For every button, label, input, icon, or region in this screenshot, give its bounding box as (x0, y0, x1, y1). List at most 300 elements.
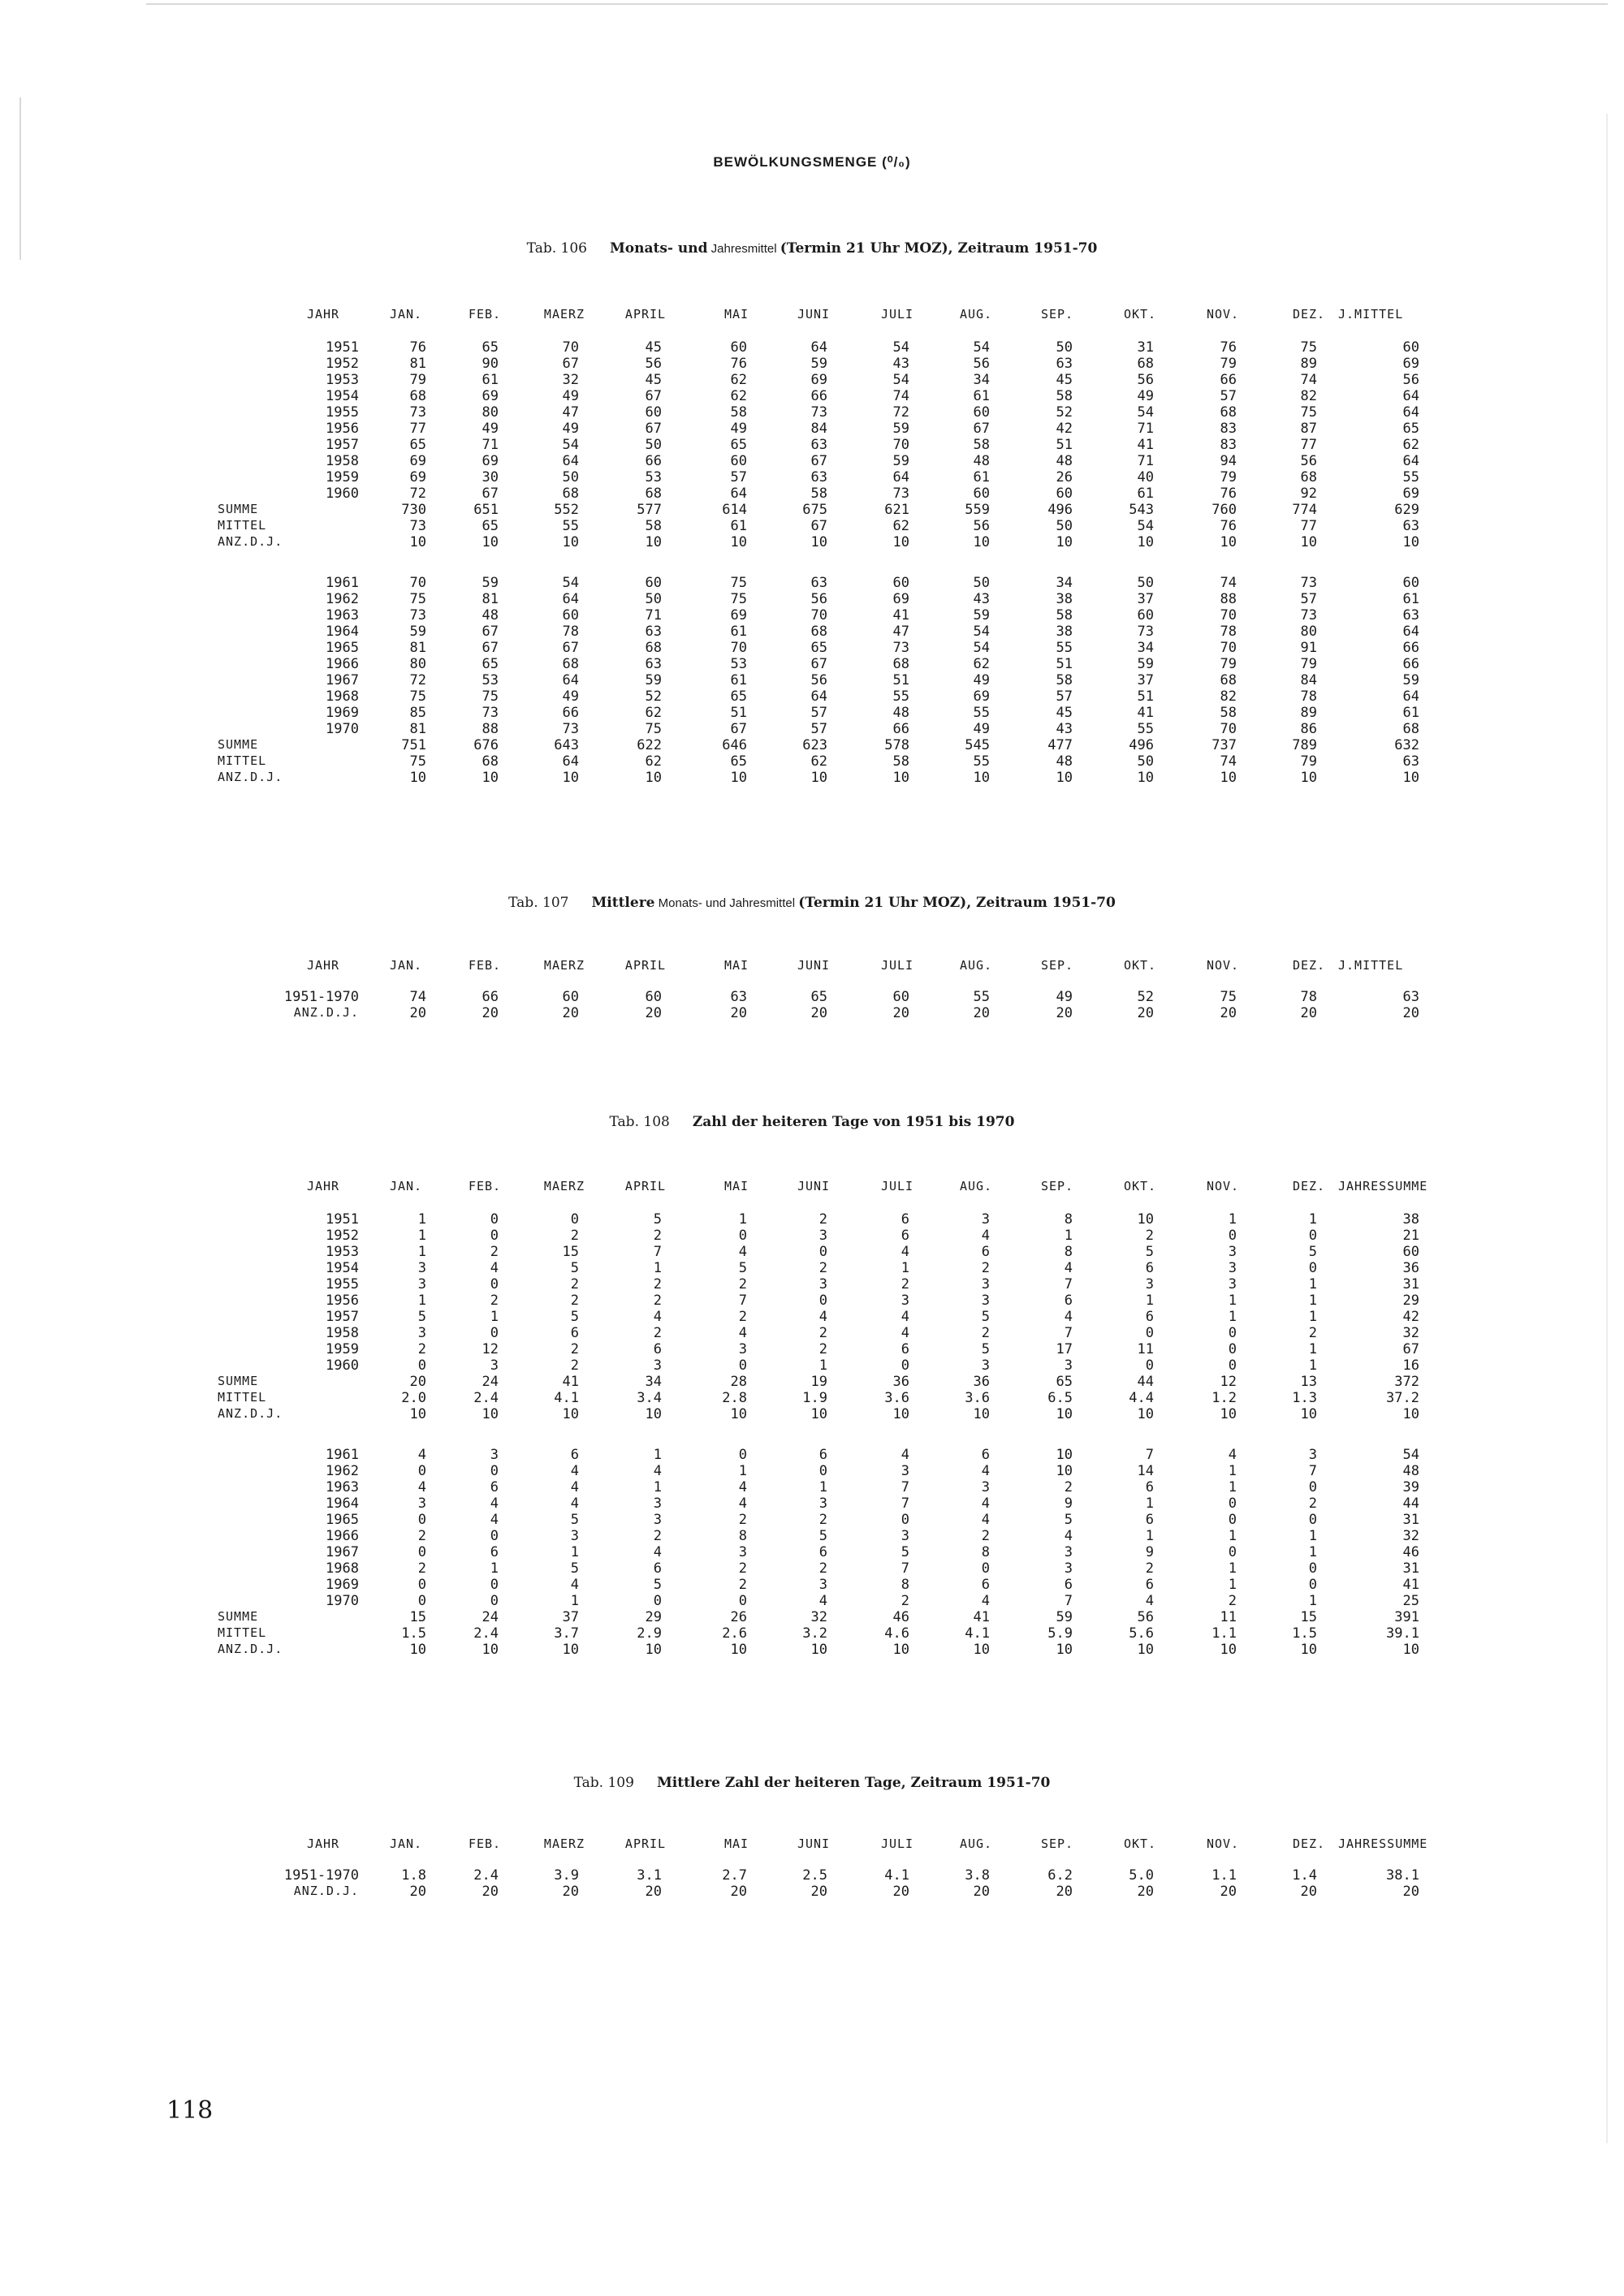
table-cell: 10 (730, 1642, 747, 1658)
table-cell: 25 (1402, 1593, 1419, 1609)
table-cell: 20 (1056, 1884, 1073, 1900)
table-cell: 1 (1145, 1528, 1154, 1544)
row-year: 1960 (326, 486, 359, 502)
table-cell: 545 (965, 737, 990, 753)
table-cell: 3 (818, 1577, 827, 1593)
column-header: SEP. (1040, 1179, 1074, 1193)
table-cell: 20 (409, 1374, 426, 1390)
table-cell: 20 (1402, 1884, 1419, 1900)
table-cell: 10 (1056, 1463, 1073, 1479)
table-cell: 67 (645, 421, 662, 437)
table-cell: 54 (562, 437, 579, 453)
table-cell: 31 (1402, 1512, 1419, 1528)
table-cell: 3 (653, 1512, 662, 1528)
scan-edge-left (19, 97, 21, 260)
table-cell: 3.2 (802, 1625, 827, 1642)
table-cell: 60 (1402, 575, 1419, 591)
table-cell: 43 (973, 591, 990, 607)
table-cell: 45 (645, 372, 662, 388)
table-cell: 67 (973, 421, 990, 437)
table-cell: 2 (653, 1228, 662, 1244)
table-cell: 2.4 (473, 1625, 499, 1642)
table-cell: 7 (901, 1560, 909, 1577)
table-cell: 69 (482, 453, 499, 469)
row-label: SUMME (218, 1374, 259, 1388)
table-cell: 70 (409, 575, 426, 591)
table-cell: 8 (981, 1544, 990, 1560)
caption-bold-part: Zahl der heiteren Tage von 1951 bis 1970 (692, 1114, 1015, 1130)
table-cell: 73 (892, 486, 909, 502)
table-cell: 64 (562, 672, 579, 688)
table-cell: 1 (1308, 1357, 1317, 1374)
table-cell: 84 (810, 421, 827, 437)
table-cell: 65 (482, 656, 499, 672)
table-cell: 48 (973, 453, 990, 469)
table-cell: 43 (1056, 721, 1073, 737)
table-cell: 70 (1220, 640, 1237, 656)
table-cell: 8 (738, 1528, 747, 1544)
row-year: 1951-1970 (283, 989, 359, 1005)
table-cell: 3 (653, 1357, 662, 1374)
row-year: 1959 (326, 469, 359, 486)
table-cell: 3 (738, 1544, 747, 1560)
table-cell: 496 (1129, 737, 1154, 753)
table-cell: 66 (810, 388, 827, 404)
table-cell: 0 (1308, 1512, 1317, 1528)
column-header: AUG. (959, 307, 993, 322)
table-cell: 20 (730, 1884, 747, 1900)
table-cell: 4 (981, 1228, 990, 1244)
table-cell: 4 (570, 1463, 579, 1479)
table-cell: 88 (1220, 591, 1237, 607)
table-cell: 75 (409, 591, 426, 607)
table-cell: 0 (417, 1593, 426, 1609)
table-cell: 10 (645, 770, 662, 786)
row-label: SUMME (218, 737, 259, 752)
table-cell: 71 (482, 437, 499, 453)
table-cell: 2.8 (722, 1390, 747, 1406)
table-cell: 29 (645, 1609, 662, 1625)
table-cell: 614 (722, 502, 747, 518)
row-label: MITTEL (218, 753, 267, 768)
column-header: JAHR (306, 307, 340, 322)
table-cell: 4 (818, 1593, 827, 1609)
table-cell: 5 (570, 1260, 579, 1276)
table-cell: 3 (1064, 1560, 1073, 1577)
caption-bold-part: (Termin 21 Uhr MOZ), Zeitraum 1951-70 (798, 895, 1116, 911)
table-cell: 67 (482, 486, 499, 502)
table-cell: 2 (818, 1211, 827, 1228)
column-header: AUG. (959, 1179, 993, 1193)
table-cell: 41 (1402, 1577, 1419, 1593)
table-cell: 3 (981, 1293, 990, 1309)
column-header: JULI (880, 1179, 914, 1193)
column-header: DEZ. (1292, 1179, 1326, 1193)
table-cell: 10 (973, 534, 990, 550)
table-cell: 49 (562, 388, 579, 404)
table-cell: 4 (490, 1512, 499, 1528)
table-cell: 10 (1220, 1642, 1237, 1658)
table-cell: 58 (892, 753, 909, 770)
table-cell: 578 (884, 737, 909, 753)
table-cell: 3.1 (637, 1867, 662, 1884)
table-cell: 4.4 (1129, 1390, 1154, 1406)
column-header: MAI (723, 307, 749, 322)
table-cell: 68 (1220, 404, 1237, 421)
table-cell: 10 (973, 1642, 990, 1658)
table-cell: 5 (1064, 1512, 1073, 1528)
table-cell: 3 (1228, 1276, 1237, 1293)
table-cell: 65 (730, 753, 747, 770)
table-cell: 646 (722, 737, 747, 753)
table-cell: 90 (482, 356, 499, 372)
table-cell: 50 (1056, 518, 1073, 534)
row-year: ANZ.D.J. (293, 1005, 359, 1020)
table-cell: 6 (981, 1577, 990, 1593)
table-cell: 51 (1137, 688, 1154, 705)
table-cell: 59 (645, 672, 662, 688)
table-cell: 57 (1300, 591, 1317, 607)
table-cell: 20 (1056, 1005, 1073, 1021)
table-cell: 56 (1402, 372, 1419, 388)
table-cell: 60 (973, 404, 990, 421)
table-cell: 68 (409, 388, 426, 404)
table-cell: 64 (730, 486, 747, 502)
column-header: JAN. (389, 1836, 423, 1851)
table-cell: 49 (973, 721, 990, 737)
table-cell: 20 (482, 1005, 499, 1021)
table-cell: 676 (473, 737, 499, 753)
table-cell: 56 (973, 356, 990, 372)
table-cell: 20 (810, 1884, 827, 1900)
table-cell: 51 (730, 705, 747, 721)
table-cell: 69 (810, 372, 827, 388)
column-header: AUG. (959, 1836, 993, 1851)
row-year: 1957 (326, 437, 359, 453)
row-year: 1962 (326, 591, 359, 607)
column-header: APRIL (624, 307, 667, 322)
table-cell: 6 (981, 1244, 990, 1260)
table-cell: 52 (1137, 989, 1154, 1005)
row-year: 1958 (326, 453, 359, 469)
table-cell: 61 (973, 469, 990, 486)
table-cell: 2 (653, 1293, 662, 1309)
table-cell: 1 (1228, 1293, 1237, 1309)
table-cell: 0 (417, 1512, 426, 1528)
table-cell: 1 (1308, 1593, 1317, 1609)
table-cell: 69 (409, 453, 426, 469)
table-cell: 54 (973, 339, 990, 356)
table-cell: 37 (1137, 672, 1154, 688)
table-cell: 2.7 (722, 1867, 747, 1884)
table-cell: 4.1 (554, 1390, 579, 1406)
table-cell: 78 (1220, 624, 1237, 640)
table-cell: 1 (653, 1447, 662, 1463)
table-cell: 51 (1056, 656, 1073, 672)
table-cell: 20 (482, 1884, 499, 1900)
table-cell: 7 (901, 1495, 909, 1512)
table-cell: 48 (892, 705, 909, 721)
table-cell: 10 (1137, 534, 1154, 550)
table-cell: 70 (810, 607, 827, 624)
table-cell: 20 (810, 1005, 827, 1021)
table-cell: 1 (1228, 1211, 1237, 1228)
table-cell: 70 (1220, 607, 1237, 624)
table-cell: 1 (1308, 1293, 1317, 1309)
table-cell: 64 (562, 753, 579, 770)
table-cell: 0 (490, 1228, 499, 1244)
table-cell: 40 (1137, 469, 1154, 486)
table-cell: 10 (1402, 1406, 1419, 1422)
table-cell: 3 (981, 1211, 990, 1228)
table-cell: 65 (730, 688, 747, 705)
table-cell: 10 (810, 1642, 827, 1658)
table-cell: 73 (1300, 575, 1317, 591)
column-header: J.MITTEL (1338, 307, 1404, 322)
table-cell: 20 (1300, 1884, 1317, 1900)
table-cell: 83 (1220, 437, 1237, 453)
table-cell: 2 (738, 1309, 747, 1325)
table-cell: 2 (570, 1357, 579, 1374)
table-cell: 36 (1402, 1260, 1419, 1276)
column-header: NOV. (1206, 958, 1240, 973)
table-cell: 21 (1402, 1228, 1419, 1244)
table-cell: 10 (730, 770, 747, 786)
table-cell: 60 (892, 989, 909, 1005)
table-cell: 4 (490, 1260, 499, 1276)
row-year: 1957 (326, 1309, 359, 1325)
table-cell: 5.6 (1129, 1625, 1154, 1642)
table-cell: 63 (1402, 753, 1419, 770)
column-header: MAI (723, 1836, 749, 1851)
table-cell: 85 (409, 705, 426, 721)
table-cell: 76 (1220, 339, 1237, 356)
row-year: ANZ.D.J. (293, 1884, 359, 1898)
table-cell: 46 (1402, 1544, 1419, 1560)
table-cell: 10 (1300, 534, 1317, 550)
table-cell: 10 (1220, 534, 1237, 550)
table-cell: 0 (1145, 1325, 1154, 1341)
table-cell: 75 (409, 688, 426, 705)
table-cell: 4 (901, 1447, 909, 1463)
table-cell: 6 (981, 1447, 990, 1463)
table-cell: 2 (818, 1341, 827, 1357)
table-cell: 62 (973, 656, 990, 672)
row-year: 1963 (326, 1479, 359, 1495)
table-cell: 4 (1064, 1528, 1073, 1544)
table-cell: 20 (1402, 1005, 1419, 1021)
table-cell: 2.6 (722, 1625, 747, 1642)
table-cell: 57 (1220, 388, 1237, 404)
table-cell: 54 (973, 624, 990, 640)
table-cell: 2.4 (473, 1867, 499, 1884)
table-cell: 59 (1056, 1609, 1073, 1625)
table-cell: 67 (1402, 1341, 1419, 1357)
column-header: FEB. (468, 307, 502, 322)
row-year: 1964 (326, 1495, 359, 1512)
table-cell: 63 (1402, 989, 1419, 1005)
table-cell: 2 (818, 1325, 827, 1341)
table-cell: 3 (1145, 1276, 1154, 1293)
table-cell: 1 (1308, 1276, 1317, 1293)
table-cell: 10 (562, 1406, 579, 1422)
table-cell: 60 (1137, 607, 1154, 624)
table-cell: 39 (1402, 1479, 1419, 1495)
table-cell: 74 (409, 989, 426, 1005)
row-year: 1954 (326, 388, 359, 404)
table-cell: 391 (1394, 1609, 1419, 1625)
table-cell: 68 (562, 486, 579, 502)
table-cell: 63 (1402, 518, 1419, 534)
table-cell: 67 (730, 721, 747, 737)
table-cell: 1 (1308, 1544, 1317, 1560)
table-cell: 87 (1300, 421, 1317, 437)
table-cell: 3 (490, 1357, 499, 1374)
table-cell: 3 (981, 1276, 990, 1293)
row-label: ANZ.D.J. (218, 770, 283, 784)
table-cell: 64 (1402, 388, 1419, 404)
scan-edge-top (146, 3, 1608, 5)
table-cell: 2 (981, 1325, 990, 1341)
caption-bold-part: Monats- und (609, 240, 708, 257)
column-header: JULI (880, 307, 914, 322)
table-cell: 58 (1056, 672, 1073, 688)
table-cell: 73 (409, 518, 426, 534)
table-cell: 61 (730, 518, 747, 534)
table-cell: 0 (738, 1447, 747, 1463)
table-cell: 4 (901, 1309, 909, 1325)
table-cell: 5 (1308, 1244, 1317, 1260)
table-cell: 48 (1056, 753, 1073, 770)
table-cell: 63 (730, 989, 747, 1005)
table-cell: 63 (810, 575, 827, 591)
table-cell: 19 (810, 1374, 827, 1390)
table-cell: 44 (1137, 1374, 1154, 1390)
table-cell: 10 (1056, 534, 1073, 550)
table-cell: 6 (570, 1447, 579, 1463)
table-cell: 10 (973, 1406, 990, 1422)
table-cell: 1.1 (1212, 1625, 1237, 1642)
table-cell: 10 (1220, 1406, 1237, 1422)
table-cell: 66 (1402, 640, 1419, 656)
table-cell: 4 (417, 1447, 426, 1463)
table-cell: 651 (473, 502, 499, 518)
column-header: JUNI (797, 1836, 831, 1851)
table-cell: 20 (409, 1005, 426, 1021)
table-cell: 60 (1402, 339, 1419, 356)
column-header: OKT. (1123, 307, 1157, 322)
table-cell: 64 (562, 591, 579, 607)
table-cell: 75 (1300, 404, 1317, 421)
column-header: JAN. (389, 958, 423, 973)
table-cell: 1 (1308, 1341, 1317, 1357)
table-cell: 1 (1228, 1528, 1237, 1544)
table-cell: 737 (1212, 737, 1237, 753)
table-cell: 5 (570, 1309, 579, 1325)
table-cell: 1.8 (401, 1867, 426, 1884)
column-header: JAHR (306, 1179, 340, 1193)
table-cell: 61 (1402, 591, 1419, 607)
table-cell: 50 (1137, 753, 1154, 770)
table-cell: 70 (1220, 721, 1237, 737)
table-cell: 0 (1145, 1357, 1154, 1374)
table-cell: 577 (637, 502, 662, 518)
table-cell: 10 (562, 770, 579, 786)
table-cell: 643 (554, 737, 579, 753)
table-cell: 75 (730, 591, 747, 607)
table-cell: 36 (973, 1374, 990, 1390)
table-cell: 71 (1137, 421, 1154, 437)
table-cell: 2 (1228, 1593, 1237, 1609)
table-cell: 81 (409, 721, 426, 737)
table-cell: 0 (981, 1560, 990, 1577)
table-cell: 5.0 (1129, 1867, 1154, 1884)
table-cell: 31 (1137, 339, 1154, 356)
row-year: 1952 (326, 356, 359, 372)
table-cell: 1 (417, 1211, 426, 1228)
table-cell: 3 (1228, 1244, 1237, 1260)
column-header: MAI (723, 1179, 749, 1193)
table-cell: 12 (482, 1341, 499, 1357)
table-cell: 2 (653, 1528, 662, 1544)
table-cell: 632 (1394, 737, 1419, 753)
table-cell: 2 (653, 1276, 662, 1293)
table-cell: 75 (482, 688, 499, 705)
table-cell: 44 (1402, 1495, 1419, 1512)
table-cell: 49 (482, 421, 499, 437)
table-cell: 3 (738, 1341, 747, 1357)
table-cell: 0 (1228, 1341, 1237, 1357)
table-cell: 10 (409, 1642, 426, 1658)
column-header: DEZ. (1292, 1836, 1326, 1851)
table-cell: 60 (645, 575, 662, 591)
table-cell: 56 (973, 518, 990, 534)
row-label: MITTEL (218, 1390, 267, 1405)
table-cell: 10 (562, 1642, 579, 1658)
table-cell: 10 (1056, 1406, 1073, 1422)
table-cell: 10 (645, 1406, 662, 1422)
table-cell: 2.0 (401, 1390, 426, 1406)
column-header: J.MITTEL (1338, 958, 1404, 973)
table-cell: 89 (1300, 705, 1317, 721)
table-cell: 2 (1145, 1560, 1154, 1577)
table-cell: 2 (1308, 1325, 1317, 1341)
table-cell: 4 (901, 1325, 909, 1341)
table-cell: 4 (490, 1495, 499, 1512)
row-year: 1966 (326, 656, 359, 672)
table-cell: 68 (562, 656, 579, 672)
table-cell: 4 (738, 1479, 747, 1495)
table-cell: 54 (562, 575, 579, 591)
table-cell: 20 (1220, 1884, 1237, 1900)
table-cell: 70 (562, 339, 579, 356)
table-cell: 10 (1402, 534, 1419, 550)
table-cell: 92 (1300, 486, 1317, 502)
table-cell: 1 (1308, 1211, 1317, 1228)
table-cell: 77 (1300, 518, 1317, 534)
table-cell: 1 (653, 1260, 662, 1276)
table-cell: 64 (810, 688, 827, 705)
table-cell: 543 (1129, 502, 1154, 518)
table-cell: 88 (482, 721, 499, 737)
table-cell: 1 (1145, 1495, 1154, 1512)
table-cell: 39.1 (1386, 1625, 1419, 1642)
table-cell: 0 (490, 1528, 499, 1544)
table-cell: 53 (730, 656, 747, 672)
column-header: FEB. (468, 1179, 502, 1193)
table-cell: 59 (482, 575, 499, 591)
table-cell: 10 (482, 770, 499, 786)
